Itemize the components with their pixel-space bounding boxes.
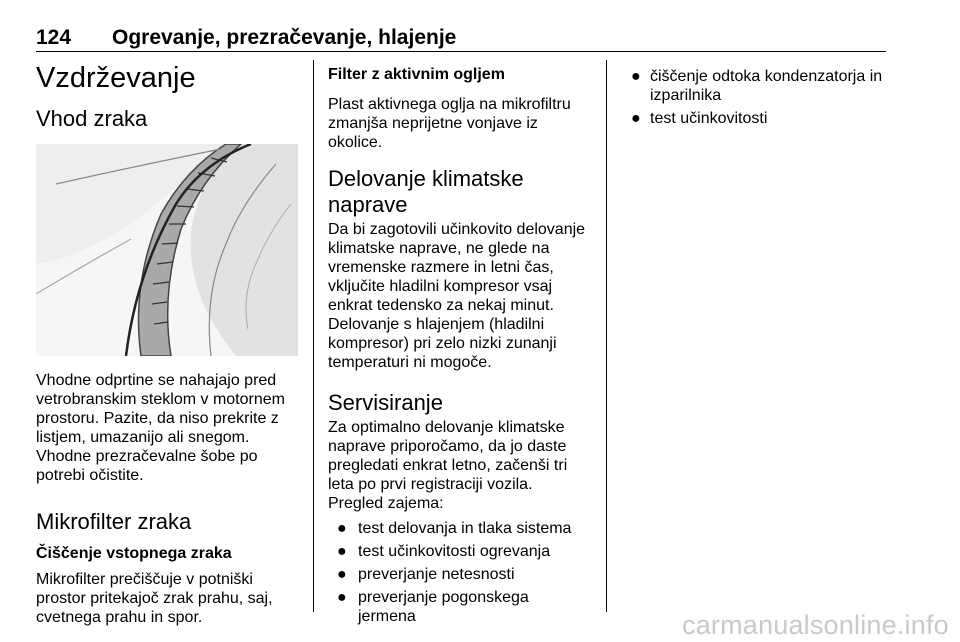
windshield-cowl-drawing (36, 144, 298, 356)
service-checklist (328, 519, 590, 626)
page-number: 124 (36, 26, 72, 49)
column-1 (36, 60, 298, 627)
list-item: ● čiščenje odtoka kondenzatorja in izparilnika (631, 68, 883, 104)
list-item: ● test učinkovitosti (631, 110, 768, 127)
column-3 (622, 60, 892, 128)
air-intake-illustration (36, 144, 298, 356)
bullet-icon: ● (337, 589, 347, 606)
service-text: Za optimalno delovanje klimatske naprave priporočamo, da jo daste pregledati enkrat letno, začenši tri leta po prvi registraciji vozila. Pregled zajema: (328, 419, 568, 512)
column-divider-2 (606, 60, 607, 612)
subsection-title-air-intake: Vhod zraka (36, 106, 148, 131)
heading-activated-carbon-filter: Filter z aktivnim ogljem (328, 66, 505, 83)
air-intake-text: Vhodne odprtine se nahajajo pred vetrobranskim steklom v motornem prostoru. Pazite, da niso prekrite z listjem, umazanijo ali snegom. Vhodne prezračevalne šobe po potrebi očistite. (36, 372, 285, 484)
watermark: carmanualsonline.info (682, 610, 949, 640)
carbon-filter-text: Plast aktivnega oglja na mikrofiltru zmanjša neprijetne vonjave iz okolice. (328, 96, 571, 151)
list-item: ● test učinkovitosti ogrevanja (337, 543, 551, 560)
running-title: Ogrevanje, prezračevanje, hlajenje (112, 26, 457, 49)
column-2 (328, 60, 590, 626)
page-header (36, 26, 886, 54)
bullet-icon: ● (631, 110, 641, 127)
section-title: Vzdrževanje (36, 62, 196, 94)
list-item: ● preverjanje netesnosti (337, 566, 515, 583)
ac-operation-text: Da bi zagotovili učinkovito delovanje klimatske naprave, ne glede na vremenske razmere in letni čas, vključite hladilni kompresor vsaj enkrat tedensko za nekaj minut. Delovanje s hlajenjem (hladilni kompresor) pri zelo nizki zunanji temperaturi ni mogoče. (328, 221, 586, 371)
subsection-title-ac-operation: Delovanje klimatske naprave (328, 166, 524, 217)
bullet-icon: ● (337, 543, 347, 560)
bullet-icon: ● (631, 68, 641, 85)
column-divider-1 (313, 60, 314, 612)
bullet-icon: ● (337, 520, 347, 537)
list-item: ● preverjanje pogonskega jermena (337, 589, 529, 625)
heading-cleaning-intake-air: Čiščenje vstopnega zraka (36, 545, 232, 562)
cleaning-text: Mikrofilter prečiščuje v potniški prostor pritekajoč zrak prahu, saj, cvetnega prahu in spor. (36, 571, 273, 626)
bullet-icon: ● (337, 566, 347, 583)
header-rule (36, 51, 886, 52)
service-checklist-continued (622, 67, 892, 128)
subsection-title-micro-filter: Mikrofilter zraka (36, 509, 192, 534)
subsection-title-service: Servisiranje (328, 390, 443, 415)
list-item: ● test delovanja in tlaka sistema (337, 520, 572, 537)
